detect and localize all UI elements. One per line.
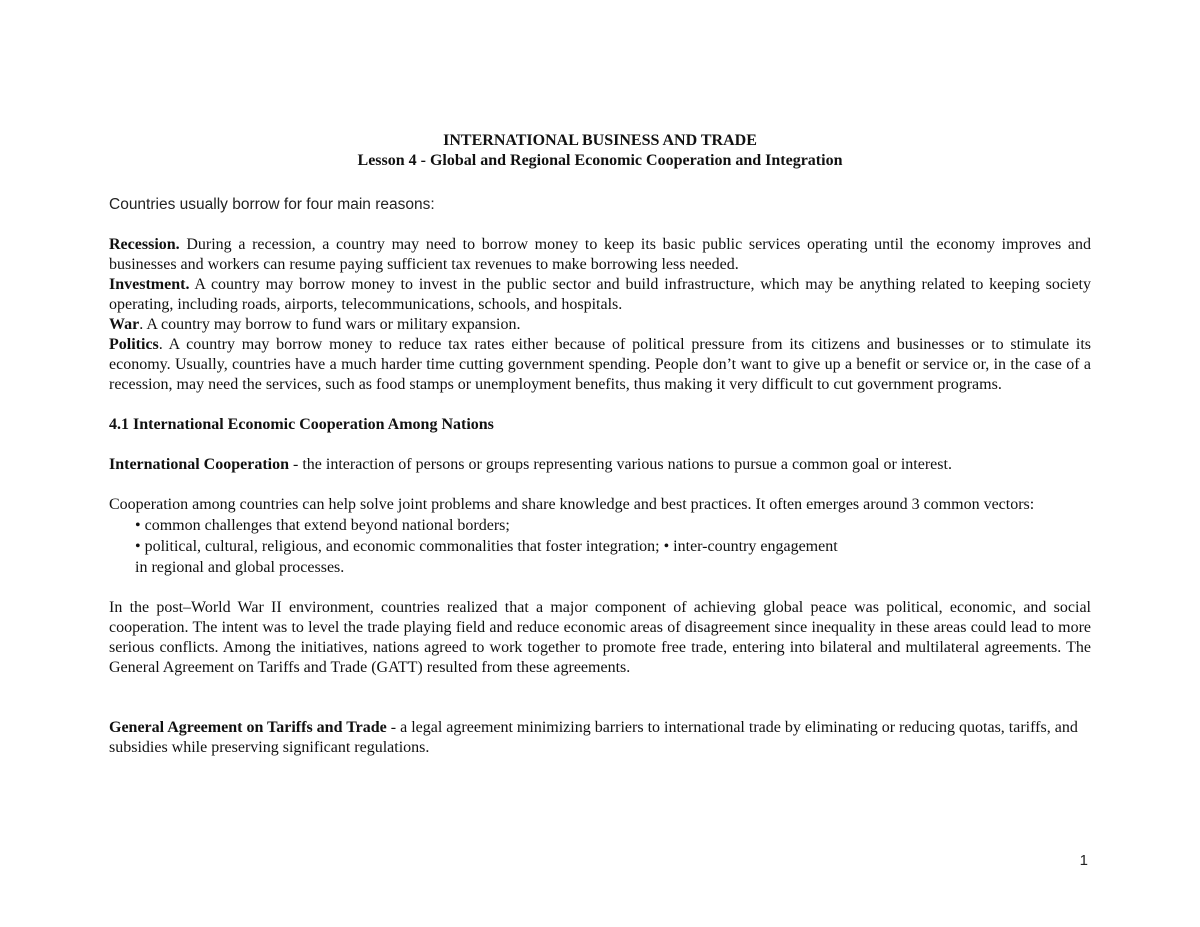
reason-recession — [109, 235, 1091, 275]
reason-politics — [109, 335, 1091, 395]
reason-term: Investment. — [109, 276, 190, 293]
definition-text: - the interaction of persons or groups representing various nations to pursue a common goal or interest. — [289, 456, 952, 473]
intro-text: Countries usually borrow for four main reasons: — [109, 196, 435, 213]
lesson-subtitle: Lesson 4 - Global and Regional Economic Cooperation and Integration — [357, 152, 843, 169]
postwar-paragraph: In the post–World War II environment, countries realized that a major component of achieving global peace was political, economic, and social cooperation. The intent was to level the trade playing field and reduce economic areas of disagreement since inequality in these areas could lead to more serious conflicts. Among the initiatives, nations agreed to work together to promote free trade, entering into bilateral and multilateral agreements. The General Agreement on Tariffs and Trade (GATT) resulted from these agreements. — [109, 599, 1091, 676]
page-number: 1 — [1079, 852, 1088, 869]
section-heading: 4.1 International Economic Cooperation Among Nations — [109, 416, 494, 433]
reason-term: Recession. — [109, 236, 180, 253]
list-item-continuation: in regional and global processes. — [135, 559, 345, 576]
definition-term: International Cooperation — [109, 456, 289, 473]
list-item: • common challenges that extend beyond national borders; — [135, 517, 510, 534]
definition-text: - a legal agreement minimizing barriers to international trade by eliminating or reducing quotas, tariffs, and subsidies while preserving significant regulations. — [109, 719, 1078, 756]
vectors-list — [109, 515, 1091, 557]
reason-text: During a recession, a country may need to borrow money to keep its basic public services operating until the economy improves and businesses and workers can resume paying sufficient tax revenues to make borrowing less needed. — [109, 236, 1091, 273]
reason-text: A country may borrow money to invest in the public sector and build infrastructure, which may be anything related to keeping society operating, including roads, airports, telecommunications, schools, and hospitals. — [109, 276, 1091, 313]
document-body — [109, 195, 1091, 758]
definition-international-cooperation — [109, 455, 1091, 475]
list-item: • political, cultural, religious, and economic commonalities that foster integration; • inter-country engagement — [135, 538, 838, 555]
reason-text: . A country may borrow to fund wars or military expansion. — [139, 316, 521, 333]
definition-term: General Agreement on Tariffs and Trade — [109, 719, 387, 736]
reason-term: Politics — [109, 336, 159, 353]
cooperation-paragraph: Cooperation among countries can help solve joint problems and share knowledge and best practices. It often emerges around 3 common vectors: — [109, 496, 1035, 513]
definition-gatt — [109, 718, 1091, 758]
document-header — [0, 131, 1200, 171]
reason-investment — [109, 275, 1091, 315]
reason-text: . A country may borrow money to reduce tax rates either because of political pressure from its citizens and businesses or to stimulate its economy. Usually, countries have a much harder time cutting government spending. People don’t want to give up a benefit or service or, in the case of a recession, may need the services, such as food stamps or unemployment benefits, thus making it very difficult to cut government programs. — [109, 336, 1091, 393]
document-title: INTERNATIONAL BUSINESS AND TRADE — [443, 132, 757, 149]
reason-war — [109, 315, 1091, 335]
reason-term: War — [109, 316, 140, 333]
reasons-list — [109, 235, 1091, 395]
